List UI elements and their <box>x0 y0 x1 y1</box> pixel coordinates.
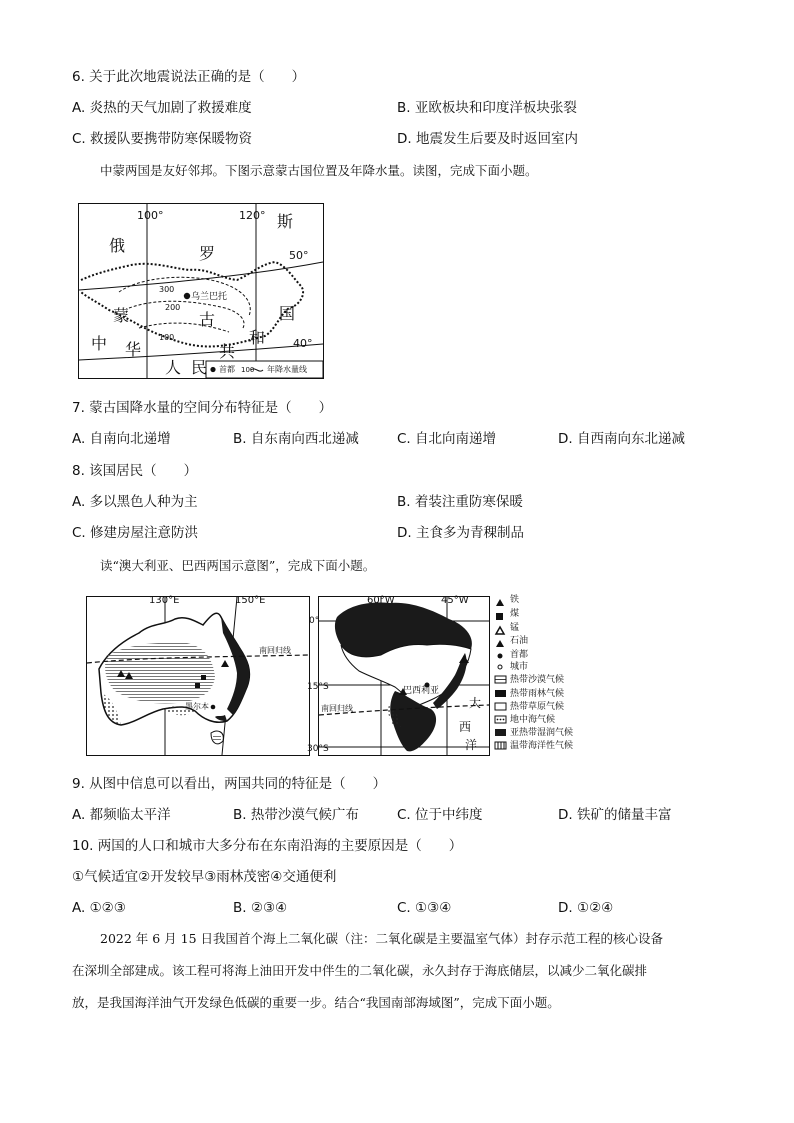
q7-option-b: B. 自东南向西北递减 <box>233 431 359 447</box>
aus-tropic-label: 南回归线 <box>259 646 291 655</box>
bra-lat-15-label: 15°S <box>307 682 329 692</box>
mongolia-map <box>78 203 324 379</box>
legend-savanna: 热带草原气候 <box>510 702 565 712</box>
label-min: 民 <box>191 358 208 377</box>
legend-city: 城市 <box>510 662 529 672</box>
label-hua: 华 <box>125 340 142 359</box>
legend-coal: 煤 <box>510 609 520 619</box>
q8-option-a: A. 多以黑色人种为主 <box>72 494 198 510</box>
isoline-100-label: 100 <box>159 333 175 342</box>
intro-australia-brazil: 读“澳大利亚、巴西两国示意图”，完成下面小题。 <box>100 558 376 573</box>
bra-lon-45-label: 45°W <box>441 595 469 606</box>
legend-capital: 首都 <box>219 365 235 374</box>
intro-carbon-line-1: 2022 年 6 月 15 日我国首个海上二氧化碳（注：二氧化碳是主要温室气体）封存示范工程的核心设备 <box>100 931 664 946</box>
lat-40-label: 40° <box>293 337 313 350</box>
q9-option-c: C. 位于中纬度 <box>397 807 483 823</box>
q7-option-d: D. 自西南向东北递减 <box>558 431 685 447</box>
bra-tropic-label: 南回归线 <box>321 704 353 713</box>
q8-stem: 8. 该国居民（ ） <box>72 463 198 479</box>
legend-desert: 热带沙漠气候 <box>510 675 565 685</box>
label-guo: 国 <box>279 304 296 323</box>
q10-option-a: A. ①②③ <box>72 900 126 916</box>
label-zhong: 中 <box>91 334 108 353</box>
label-ren: 人 <box>165 358 182 377</box>
legend-oil: 石油 <box>510 636 529 646</box>
q6-stem: 6. 关于此次地震说法正确的是（ ） <box>72 69 306 85</box>
brazil-map <box>307 595 490 756</box>
ocean-label-2: 西 <box>459 720 472 734</box>
lon-120-label: 120° <box>239 209 266 222</box>
intro-carbon-line-2: 在深圳全部建成。该工程可将海上油田开发中伴生的二氧化碳，永久封存于海底储层，以减少二氧化碳排 <box>72 963 648 978</box>
q10-items: ①气候适宜②开发较早③雨林茂密④交通便利 <box>72 869 337 885</box>
legend-subtropical: 亚热带湿润气候 <box>510 728 574 738</box>
q6-option-a: A. 炎热的天气加剧了救援难度 <box>72 100 252 116</box>
australia-map <box>86 596 310 756</box>
q8-option-b: B. 着装注重防寒保暖 <box>397 494 523 510</box>
q7-stem: 7. 蒙古国降水量的空间分布特征是（ ） <box>72 400 333 416</box>
q9-stem: 9. 从图中信息可以看出，两国共同的特征是（ ） <box>72 776 387 792</box>
lon-100-label: 100° <box>137 209 164 222</box>
q9-option-b: B. 热带沙漠气候广布 <box>233 807 359 823</box>
q8-option-d: D. 主食多为青稞制品 <box>397 525 524 541</box>
bra-capital-label: 巴西利亚 <box>403 686 440 696</box>
label-meng: 蒙 <box>113 306 130 325</box>
q10-stem: 10. 两国的人口和城市大多分布在东南沿海的主要原因是（ ） <box>72 838 463 854</box>
q9-option-d: D. 铁矿的储量丰富 <box>558 807 672 823</box>
isoline-300-label: 300 <box>159 285 175 294</box>
q7-option-a: A. 自南向北递增 <box>72 431 171 447</box>
q10-option-c: C. ①③④ <box>397 900 452 916</box>
q8-option-c: C. 修建房屋注意防洪 <box>72 525 199 541</box>
label-e: 俄 <box>109 236 126 255</box>
legend-capital: 首都 <box>510 650 529 660</box>
legend-isoline-value: 100 <box>241 366 255 374</box>
q9-option-a: A. 都频临太平洋 <box>72 807 171 823</box>
aus-lon-150-label: 150°E <box>235 595 266 606</box>
legend-rainforest: 热带雨林气候 <box>510 689 565 699</box>
label-luo: 罗 <box>199 244 216 263</box>
intro-carbon-line-3: 放，是我国海洋油气开发绿色低碳的重要一步。结合“我国南部海域图”，完成下面小题。 <box>72 995 560 1010</box>
aus-lon-130-label: 130°E <box>149 595 180 606</box>
lat-50-label: 50° <box>289 249 309 262</box>
bra-lon-60-label: 60°W <box>367 595 395 606</box>
label-gong: 共 <box>219 342 236 361</box>
legend-mediterranean: 地中海气候 <box>510 715 556 725</box>
q6-option-d: D. 地震发生后要及时返回室内 <box>397 131 578 147</box>
map-legend <box>494 596 604 756</box>
q6-option-c: C. 救援队要携带防寒保暖物资 <box>72 131 253 147</box>
intro-mongolia: 中蒙两国是友好邻邦。下图示意蒙古国位置及年降水量。读图，完成下面小题。 <box>100 163 538 178</box>
legend-manganese: 锰 <box>510 623 520 633</box>
q7-option-c: C. 自北向南递增 <box>397 431 497 447</box>
ocean-label-1: 大 <box>469 696 482 710</box>
legend-isoline: 年降水量线 <box>267 365 307 374</box>
legend-oceanic: 温带海洋性气候 <box>510 741 574 751</box>
label-si: 斯 <box>277 212 294 231</box>
label-he: 和 <box>249 328 266 347</box>
q10-option-b: B. ②③④ <box>233 900 288 916</box>
aus-city-label: 墨尔本 <box>185 702 209 711</box>
capital-label: 乌兰巴托 <box>191 292 228 302</box>
bra-lat-30-label: 30°S <box>307 744 329 754</box>
bra-lat-0-label: 0° <box>309 616 320 626</box>
legend-iron: 铁 <box>510 595 520 605</box>
label-gu: 古 <box>199 310 216 329</box>
ocean-label-3: 洋 <box>465 738 478 752</box>
q10-option-d: D. ①②④ <box>558 900 614 916</box>
isoline-200-label: 200 <box>165 303 181 312</box>
q6-option-b: B. 亚欧板块和印度洋板块张裂 <box>397 100 577 116</box>
